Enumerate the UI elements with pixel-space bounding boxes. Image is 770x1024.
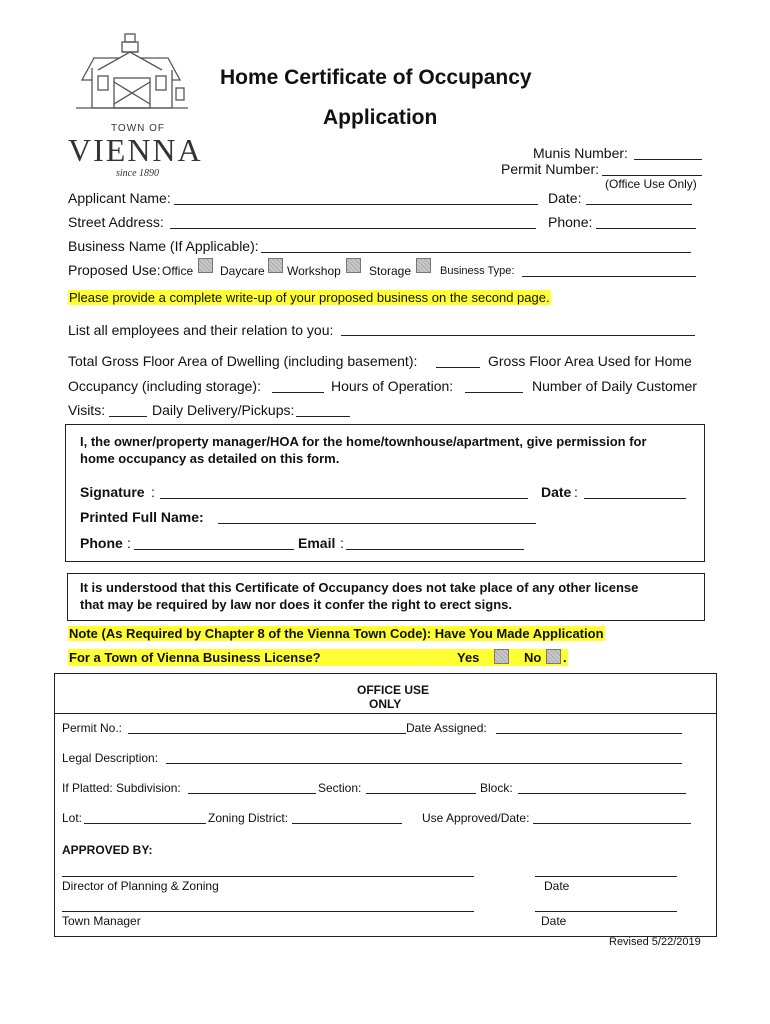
license-no-label: No bbox=[524, 650, 542, 665]
use-daycare-checkbox[interactable] bbox=[268, 258, 283, 273]
daily-customer-label: Number of Daily Customer bbox=[532, 378, 697, 394]
owner-email-colon: : bbox=[340, 535, 344, 551]
use-office-checkbox[interactable] bbox=[198, 258, 213, 273]
town-manager-signature-field[interactable] bbox=[62, 911, 474, 912]
use-storage-checkbox[interactable] bbox=[416, 258, 431, 273]
office-use-divider bbox=[54, 713, 716, 714]
business-name-field[interactable] bbox=[261, 252, 691, 253]
approved-by-label: APPROVED BY: bbox=[62, 843, 153, 857]
block-label: Block: bbox=[480, 781, 513, 795]
owner-phone-label: Phone bbox=[80, 535, 123, 551]
director-signature-field[interactable] bbox=[62, 876, 474, 877]
block-field[interactable] bbox=[518, 793, 686, 794]
permission-text-1: I, the owner/property manager/HOA for the home/townhouse/apartment, give permission for bbox=[80, 434, 647, 449]
street-address-field[interactable] bbox=[170, 228, 536, 229]
permission-date-label: Date bbox=[541, 484, 572, 500]
zoning-district-field[interactable] bbox=[292, 823, 402, 824]
license-note-line-2: For a Town of Vienna Business License? bbox=[69, 650, 321, 665]
date-assigned-field[interactable] bbox=[496, 733, 682, 734]
use-storage-label: Storage bbox=[369, 264, 412, 278]
signature-label: Signature bbox=[80, 484, 145, 500]
revised-date: Revised 5/22/2019 bbox=[609, 936, 701, 948]
page-title: Home Certificate of Occupancy bbox=[220, 66, 532, 89]
owner-phone-colon: : bbox=[127, 535, 131, 551]
home-use-area-field[interactable] bbox=[272, 392, 324, 393]
permit-no-label: Permit No.: bbox=[62, 721, 123, 735]
office-use-header-1: OFFICE USE bbox=[357, 683, 430, 697]
permission-date-field[interactable] bbox=[584, 498, 686, 499]
phone-label: Phone: bbox=[548, 214, 593, 230]
visits-label: Visits: bbox=[68, 402, 106, 418]
zoning-district-label: Zoning District: bbox=[208, 811, 289, 825]
logo-vienna: VIENNA bbox=[68, 132, 203, 168]
munis-number-field[interactable] bbox=[634, 159, 702, 160]
gross-floor-area-field[interactable] bbox=[436, 367, 480, 368]
director-label: Director of Planning & Zoning bbox=[62, 879, 219, 893]
phone-field[interactable] bbox=[596, 228, 696, 229]
employees-field[interactable] bbox=[341, 335, 695, 336]
subdivision-label: If Platted: Subdivision: bbox=[62, 781, 181, 795]
deliveries-field[interactable] bbox=[296, 416, 350, 417]
permit-number-field[interactable] bbox=[602, 175, 702, 176]
street-address-label: Street Address: bbox=[68, 214, 164, 230]
director-date-label: Date bbox=[544, 879, 570, 893]
signature-field[interactable] bbox=[160, 498, 528, 499]
owner-email-label: Email bbox=[298, 535, 336, 551]
use-workshop-checkbox[interactable] bbox=[346, 258, 361, 273]
business-writeup-notice: Please provide a complete write-up of your proposed business on the second page. bbox=[69, 290, 550, 305]
business-type-label: Business Type: bbox=[440, 265, 515, 277]
license-period: . bbox=[563, 650, 567, 665]
lot-label: Lot: bbox=[62, 811, 83, 825]
office-use-only-note: (Office Use Only) bbox=[605, 177, 697, 191]
applicant-name-label: Applicant Name: bbox=[68, 190, 171, 206]
owner-email-field[interactable] bbox=[346, 549, 524, 550]
date-assigned-label: Date Assigned: bbox=[406, 721, 487, 735]
hours-label: Hours of Operation: bbox=[331, 378, 454, 394]
permit-number-label: Permit Number: bbox=[501, 161, 600, 177]
use-workshop-label: Workshop bbox=[287, 264, 341, 278]
applicant-date-field[interactable] bbox=[586, 204, 692, 205]
town-manager-date-label: Date bbox=[541, 914, 567, 928]
permit-no-field[interactable] bbox=[128, 733, 406, 734]
business-type-field[interactable] bbox=[522, 276, 696, 277]
permission-text-2: home occupancy as detailed on this form. bbox=[80, 451, 340, 466]
disclaimer-line-1: It is understood that this Certificate of Occupancy does not take place of any other license bbox=[80, 580, 639, 595]
proposed-use-label: Proposed Use: bbox=[68, 262, 161, 278]
logo-town-of: TOWN OF bbox=[111, 123, 166, 134]
printed-name-label: Printed Full Name: bbox=[80, 509, 204, 525]
munis-number-label: Munis Number: bbox=[533, 145, 628, 161]
occupancy-label: Occupancy (including storage): bbox=[68, 378, 261, 394]
section-field[interactable] bbox=[366, 793, 476, 794]
signature-colon: : bbox=[151, 484, 155, 500]
license-yes-checkbox[interactable] bbox=[494, 649, 509, 664]
use-daycare-label: Daycare bbox=[220, 264, 265, 278]
employees-label: List all employees and their relation to you: bbox=[68, 322, 334, 338]
office-use-header-2: ONLY bbox=[369, 697, 402, 711]
town-manager-date-field[interactable] bbox=[535, 911, 677, 912]
town-logo bbox=[62, 30, 212, 180]
license-no-checkbox[interactable] bbox=[546, 649, 561, 664]
lot-field[interactable] bbox=[84, 823, 206, 824]
page-subtitle: Application bbox=[323, 106, 438, 129]
owner-phone-field[interactable] bbox=[134, 549, 294, 550]
legal-description-field[interactable] bbox=[166, 763, 682, 764]
use-approved-label: Use Approved/Date: bbox=[422, 811, 530, 825]
deliveries-label: Daily Delivery/Pickups: bbox=[152, 402, 295, 418]
use-approved-field[interactable] bbox=[533, 823, 691, 824]
subdivision-field[interactable] bbox=[188, 793, 316, 794]
visits-field[interactable] bbox=[109, 416, 147, 417]
applicant-name-field[interactable] bbox=[174, 204, 538, 205]
gross-floor-area-label: Total Gross Floor Area of Dwelling (including basement): bbox=[68, 353, 418, 369]
director-date-field[interactable] bbox=[535, 876, 677, 877]
permission-date-colon: : bbox=[574, 484, 578, 500]
license-yes-label: Yes bbox=[457, 650, 480, 665]
section-label: Section: bbox=[318, 781, 362, 795]
business-name-label: Business Name (If Applicable): bbox=[68, 238, 259, 254]
hours-field[interactable] bbox=[465, 392, 523, 393]
home-use-area-label: Gross Floor Area Used for Home bbox=[488, 353, 692, 369]
applicant-date-label: Date: bbox=[548, 190, 582, 206]
disclaimer-line-2: that may be required by law nor does it confer the right to erect signs. bbox=[80, 597, 512, 612]
town-hall-icon bbox=[62, 30, 212, 118]
use-office-label: Office bbox=[162, 264, 194, 278]
legal-description-label: Legal Description: bbox=[62, 751, 159, 765]
town-manager-label: Town Manager bbox=[62, 914, 141, 928]
printed-name-field[interactable] bbox=[218, 523, 536, 524]
logo-since: since 1890 bbox=[116, 168, 160, 179]
license-note-line-1: Note (As Required by Chapter 8 of the Vienna Town Code): Have You Made Application bbox=[69, 626, 604, 641]
